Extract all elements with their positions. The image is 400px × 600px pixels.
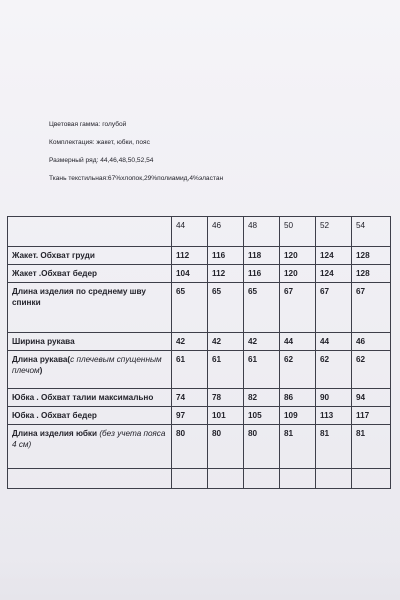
- measurement-value: 46: [352, 333, 391, 351]
- size-header-cell: 44: [172, 217, 208, 247]
- measurement-value: 116: [244, 265, 280, 283]
- table-header-row: [8, 217, 391, 247]
- measurement-value: 42: [244, 333, 280, 351]
- table-row: [8, 283, 391, 333]
- measurement-value: 128: [352, 247, 391, 265]
- measurement-label: [8, 389, 172, 407]
- measurement-value: 65: [208, 283, 244, 333]
- measurement-label: [8, 265, 172, 283]
- measurement-value: 82: [244, 389, 280, 407]
- measurement-label: [8, 469, 172, 489]
- measurement-value: 113: [316, 407, 352, 425]
- measurement-value: 81: [316, 425, 352, 469]
- measurement-value: 67: [280, 283, 316, 333]
- measurement-value: 104: [172, 265, 208, 283]
- label-text: Длина изделия по среднему шву спинки: [12, 287, 146, 307]
- label-text: Длина изделия юбки: [12, 429, 100, 438]
- table-row: [8, 469, 391, 489]
- measurement-value: 62: [316, 351, 352, 389]
- measurement-value: 90: [316, 389, 352, 407]
- table-row: [8, 333, 391, 351]
- label-text: Юбка . Обхват бедер: [12, 411, 97, 420]
- label-note: (без учета пояса 4 см): [12, 429, 166, 449]
- measurement-label: [8, 351, 172, 389]
- measurement-value: 80: [244, 425, 280, 469]
- measurement-value: 101: [208, 407, 244, 425]
- measurement-value: [172, 469, 208, 489]
- measurement-value: 78: [208, 389, 244, 407]
- photo-shadow: [0, 560, 400, 600]
- measurement-value: 124: [316, 247, 352, 265]
- size-header-cell: 54: [352, 217, 391, 247]
- header-empty-cell: [8, 217, 172, 247]
- measurement-value: [208, 469, 244, 489]
- measurement-value: 42: [208, 333, 244, 351]
- label-text: Жакет. Обхват груди: [12, 251, 95, 260]
- sizes-line: Размерный ряд: 44,46,48,50,52,54: [49, 157, 154, 164]
- color-line: Цветовая гамма: голубой: [49, 121, 127, 128]
- measurement-label: [8, 407, 172, 425]
- measurement-value: 80: [208, 425, 244, 469]
- measurement-label: [8, 283, 172, 333]
- measurement-value: 74: [172, 389, 208, 407]
- label-text: Ширина рукава: [12, 337, 75, 346]
- measurement-value: [280, 469, 316, 489]
- label-text: Юбка . Обхват талии максимально: [12, 393, 154, 402]
- table-row: [8, 425, 391, 469]
- product-info: [49, 116, 223, 188]
- measurement-value: 61: [244, 351, 280, 389]
- measurement-value: 62: [352, 351, 391, 389]
- measurement-value: 44: [280, 333, 316, 351]
- measurement-label: [8, 247, 172, 265]
- measurement-value: 67: [316, 283, 352, 333]
- label-end: ): [39, 366, 43, 375]
- measurement-label: [8, 425, 172, 469]
- label-text: Жакет .Обхват бедер: [12, 269, 98, 278]
- measurement-value: [316, 469, 352, 489]
- measurement-value: 42: [172, 333, 208, 351]
- measurement-value: 112: [208, 265, 244, 283]
- size-header-cell: 52: [316, 217, 352, 247]
- measurement-value: 81: [352, 425, 391, 469]
- measurement-value: 120: [280, 265, 316, 283]
- measurement-value: 61: [208, 351, 244, 389]
- measurement-value: 124: [316, 265, 352, 283]
- measurement-value: 62: [280, 351, 316, 389]
- measurement-value: 118: [244, 247, 280, 265]
- size-header-cell: 50: [280, 217, 316, 247]
- size-header-cell: 46: [208, 217, 244, 247]
- label-note: с плечевым спущенным плечом: [12, 355, 162, 375]
- measurement-value: [352, 469, 391, 489]
- measurement-value: 117: [352, 407, 391, 425]
- set-line: Комплектация: жакет, юбки, пояс: [49, 139, 150, 146]
- measurement-value: 81: [280, 425, 316, 469]
- fabric-line: Ткань текстильная:67%хлопок,29%полиамид,4%эластан: [49, 175, 224, 182]
- measurement-value: 112: [172, 247, 208, 265]
- measurement-value: 44: [316, 333, 352, 351]
- measurement-value: 97: [172, 407, 208, 425]
- measurement-value: 120: [280, 247, 316, 265]
- table-row: [8, 389, 391, 407]
- table-row: [8, 351, 391, 389]
- measurement-value: 105: [244, 407, 280, 425]
- measurement-value: 65: [244, 283, 280, 333]
- measurement-value: 65: [172, 283, 208, 333]
- measurement-value: [244, 469, 280, 489]
- measurement-value: 86: [280, 389, 316, 407]
- measurement-label: [8, 333, 172, 351]
- table-row: [8, 265, 391, 283]
- measurement-value: 128: [352, 265, 391, 283]
- size-header-cell: 48: [244, 217, 280, 247]
- label-text: Длина рукава(: [12, 355, 71, 364]
- measurement-value: 109: [280, 407, 316, 425]
- table-row: [8, 247, 391, 265]
- size-table: [7, 216, 391, 489]
- measurement-value: 61: [172, 351, 208, 389]
- table-row: [8, 407, 391, 425]
- measurement-value: 67: [352, 283, 391, 333]
- measurement-value: 94: [352, 389, 391, 407]
- measurement-value: 116: [208, 247, 244, 265]
- measurement-value: 80: [172, 425, 208, 469]
